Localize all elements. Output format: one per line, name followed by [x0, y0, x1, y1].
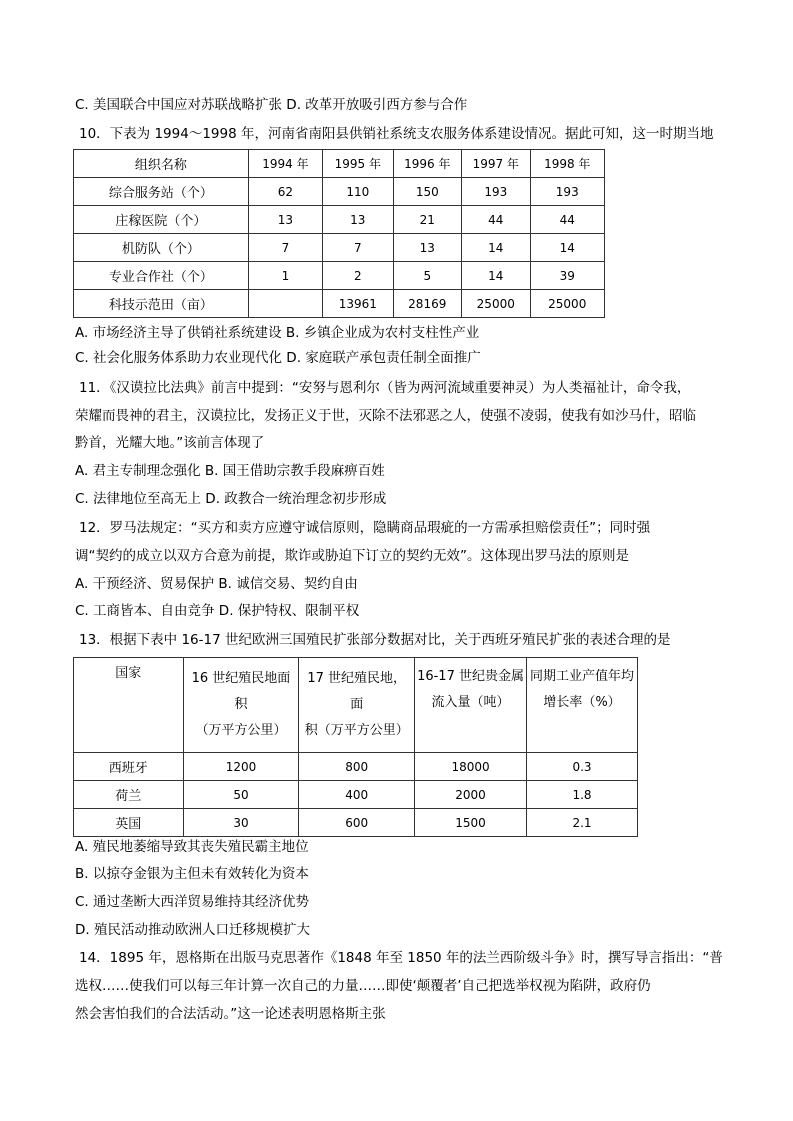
- table-cell: [248, 290, 322, 318]
- table-cell: 1200: [183, 753, 299, 781]
- header-cell: 1995 年: [323, 150, 393, 178]
- header-cell: 1994 年: [248, 150, 322, 178]
- table-cell: 13: [323, 206, 393, 234]
- row-label: 庄稼医院（个）: [74, 206, 249, 234]
- table-row: [74, 809, 638, 837]
- q14-stem-line1: 14．1895 年，恩格斯在出版马克思著作《1848 年至 1850 年的法兰西阶级斗争》时，撰写导言指出：“普: [79, 950, 723, 966]
- q13-option-d: D. 殖民活动推动欧洲人口迁移规模扩大: [75, 922, 310, 938]
- table-row: [74, 290, 605, 318]
- table-cell: 800: [299, 753, 415, 781]
- table-cell: 13961: [323, 290, 393, 318]
- q10-stem: 10．下表为 1994～1998 年，河南省南阳县供销社系统支农服务体系建设情况。据此可知，这一时期当地: [79, 126, 714, 142]
- table-header-row: [74, 150, 605, 178]
- q13-option-b: B. 以掠夺金银为主但未有效转化为资本: [75, 866, 309, 882]
- table-row: [74, 206, 605, 234]
- table-cell: 110: [323, 178, 393, 206]
- q11-stem-line2: 荣耀而畏神的君主，汉谟拉比，发扬正义于世，灭除不法邪恶之人，使强不凌弱，使我有如沙马什，昭临: [75, 408, 696, 424]
- header-line: （万平方公里）: [195, 723, 287, 738]
- header-line: 16-17 世纪贵金属: [417, 669, 524, 684]
- table-header-row: [74, 658, 638, 753]
- table-cell: 44: [462, 206, 531, 234]
- header-16c-area: [183, 658, 299, 753]
- table-cell: 28169: [393, 290, 462, 318]
- table-cell: 18000: [415, 753, 527, 781]
- header-line: 流入量（吨）: [431, 695, 510, 710]
- table-cell: 13: [248, 206, 322, 234]
- table-cell: 193: [530, 178, 604, 206]
- q10-table: [73, 149, 605, 318]
- table-cell: 14: [530, 234, 604, 262]
- header-metal-inflow: [415, 658, 527, 753]
- table-cell: 400: [299, 781, 415, 809]
- table-row: [74, 781, 638, 809]
- table-cell: 62: [248, 178, 322, 206]
- table-cell: 14: [462, 234, 531, 262]
- header-line: 积（万平方公里）: [304, 723, 409, 738]
- header-line: 16 世纪殖民地面: [191, 671, 291, 686]
- header-cell: 1996 年: [393, 150, 462, 178]
- table-cell: 150: [393, 178, 462, 206]
- header-cell: 组织名称: [74, 150, 249, 178]
- table-cell: 39: [530, 262, 604, 290]
- table-cell: 1500: [415, 809, 527, 837]
- row-label: 科技示范田（亩）: [74, 290, 249, 318]
- table-cell: 2: [323, 262, 393, 290]
- header-line: 积: [234, 697, 248, 712]
- header-line: 17 世纪殖民地，: [307, 671, 407, 686]
- table-cell: 0.3: [527, 753, 638, 781]
- q12-stem-line1: 12．罗马法规定：“买方和卖方应遵守诚信原则，隐瞒商品瑕疵的一方需承担赔偿责任”；同时强: [79, 520, 651, 536]
- table-row: [74, 234, 605, 262]
- table-cell: 30: [183, 809, 299, 837]
- table-cell: 7: [323, 234, 393, 262]
- header-line: 增长率（%）: [543, 695, 621, 710]
- q12-stem-line2: 调“契约的成立以双方合意为前提，欺诈或胁迫下订立的契约无效”。这体现出罗马法的原则是: [75, 548, 629, 564]
- q11-stem-line3: 黔首，光耀大地。”该前言体现了: [75, 435, 265, 451]
- table-cell: 193: [462, 178, 531, 206]
- header-country: 国家: [74, 658, 184, 753]
- q13-table: [73, 657, 638, 837]
- row-label: 西班牙: [74, 753, 184, 781]
- header-line: 面: [350, 697, 364, 712]
- row-label: 荷兰: [74, 781, 184, 809]
- row-label: 专业合作社（个）: [74, 262, 249, 290]
- header-line: 同期工业产值年均: [529, 669, 634, 684]
- table-cell: 2.1: [527, 809, 638, 837]
- table-cell: 50: [183, 781, 299, 809]
- table-row: [74, 178, 605, 206]
- q12-options-ab: A. 干预经济、贸易保护 B. 诚信交易、契约自由: [75, 576, 358, 592]
- header-growth-rate: [527, 658, 638, 753]
- table-cell: 2000: [415, 781, 527, 809]
- table-cell: 1.8: [527, 781, 638, 809]
- q11-stem-line1: 11．《汉谟拉比法典》前言中提到：“安努与恩利尔（皆为两河流域重要神灵）为人类福祉计，命令我，: [79, 380, 691, 396]
- q10-options-cd: C. 社会化服务体系助力农业现代化 D. 家庭联产承包责任制全面推广: [75, 350, 481, 366]
- q13-option-c: C. 通过垄断大西洋贸易维持其经济优势: [75, 894, 310, 910]
- table-cell: 44: [530, 206, 604, 234]
- table-cell: 25000: [530, 290, 604, 318]
- row-label: 英国: [74, 809, 184, 837]
- row-label: 机防队（个）: [74, 234, 249, 262]
- table-cell: 21: [393, 206, 462, 234]
- header-17c-area: [299, 658, 415, 753]
- table-cell: 25000: [462, 290, 531, 318]
- table-cell: 600: [299, 809, 415, 837]
- q9-options-cd: C. 美国联合中国应对苏联战略扩张 D. 改革开放吸引西方参与合作: [75, 97, 468, 113]
- table-row: [74, 753, 638, 781]
- q13-stem: 13．根据下表中 16-17 世纪欧洲三国殖民扩张部分数据对比，关于西班牙殖民扩张的表述合理的是: [79, 632, 671, 648]
- table-cell: 14: [462, 262, 531, 290]
- q11-options-cd: C. 法律地位至高无上 D. 政教合一统治理念初步形成: [75, 491, 387, 507]
- table-cell: 5: [393, 262, 462, 290]
- table-cell: 1: [248, 262, 322, 290]
- row-label: 综合服务站（个）: [74, 178, 249, 206]
- q10-options-ab: A. 市场经济主导了供销社系统建设 B. 乡镇企业成为农村支柱性产业: [75, 325, 480, 341]
- table-row: [74, 262, 605, 290]
- q13-option-a: A. 殖民地萎缩导致其丧失殖民霸主地位: [75, 839, 309, 855]
- table-cell: 7: [248, 234, 322, 262]
- table-cell: 13: [393, 234, 462, 262]
- q12-options-cd: C. 工商皆本、自由竞争 D. 保护特权、限制平权: [75, 603, 360, 619]
- q14-stem-line3: 然会害怕我们的合法活动。”这一论述表明恩格斯主张: [75, 1006, 386, 1022]
- header-cell: 1998 年: [530, 150, 604, 178]
- header-cell: 1997 年: [462, 150, 531, 178]
- q14-stem-line2: 选权……使我们可以每三年计算一次自己的力量……即使‘颠覆者’自己把选举权视为陷阱，政府仍: [75, 978, 651, 994]
- q11-options-ab: A. 君主专制理念强化 B. 国王借助宗教手段麻痹百姓: [75, 463, 385, 479]
